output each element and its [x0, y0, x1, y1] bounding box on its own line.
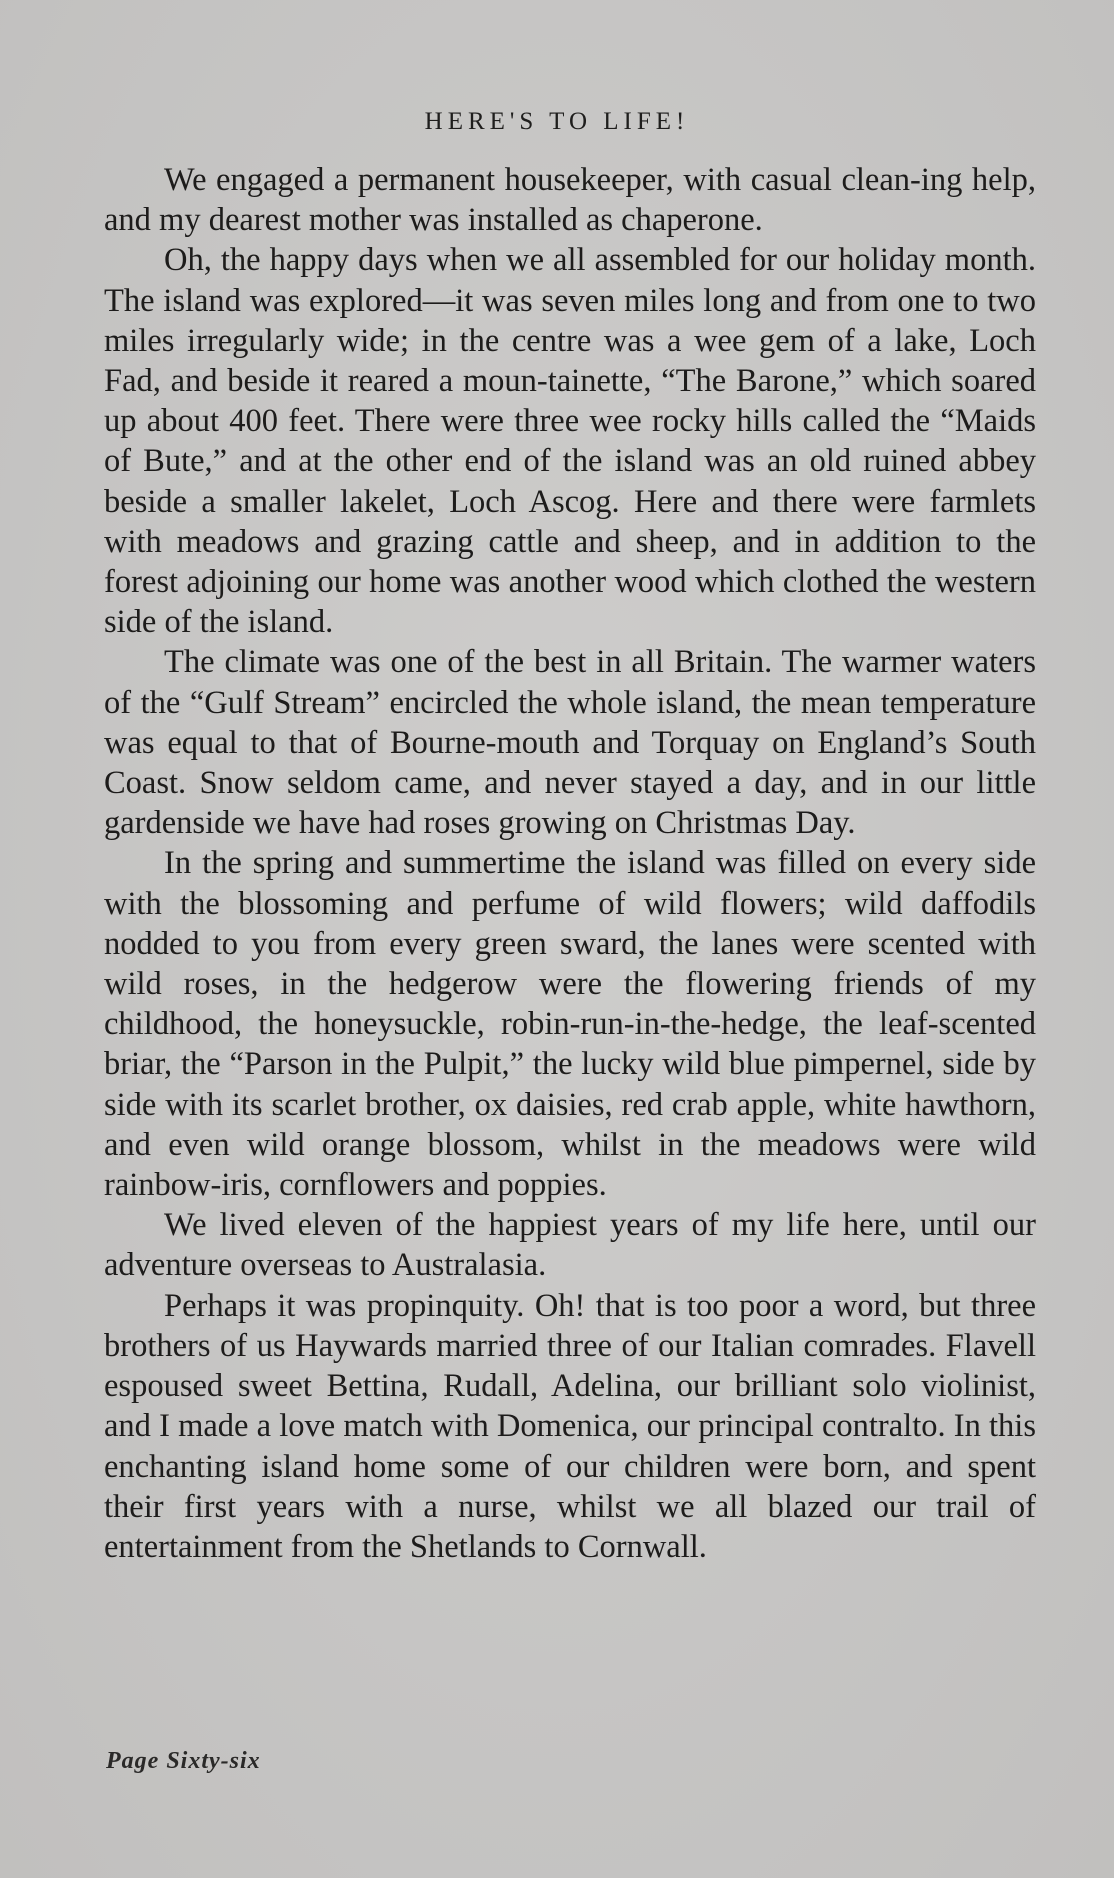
- paragraph-3: The climate was one of the best in all Britain. The warmer waters of the “Gulf Stream” encircled the whole island, the mean temperature was equal to that of Bourne-mouth and Torquay on England’s South Coast. Snow seldom came, and never stayed a day, and in our little gardenside we have had roses growing on Christmas Day.: [104, 644, 1036, 842]
- paragraph-1: We engaged a permanent housekeeper, with casual clean-ing help, and my dearest mother was installed as chaperone.: [104, 162, 1036, 239]
- running-head: HERE'S TO LIFE!: [424, 108, 690, 135]
- paragraph-4: In the spring and summertime the island was filled on every side with the blossoming and perfume of wild flowers; wild daffodils nodded to you from every green sward, the lanes were scented with wild roses, in the hedgerow were the flowering friends of my childhood, the honeysuckle, robin-run-in-the-hedge, the leaf-scented briar, the “Parson in the Pulpit,” the lucky wild blue pimpernel, side by side with its scarlet brother, ox daisies, red crab apple, white hawthorn, and even wild orange blossom, whilst in the meadows were wild rainbow-iris, cornflowers and poppies.: [104, 845, 1036, 1204]
- paragraph-6: Perhaps it was propinquity. Oh! that is too poor a word, but three brothers of us Haywards married three of our Italian comrades. Flavell espoused sweet Bettina, Rudall, Adelina, our brilliant solo violinist, and I made a love match with Domenica, our principal contralto. In this enchanting island home some of our children were born, and spent their first years with a nurse, whilst we all blazed our trail of entertainment from the Shetlands to Cornwall.: [104, 1287, 1036, 1565]
- paragraph-5: We lived eleven of the happiest years of my life here, until our adventure overseas to Australasia.: [104, 1207, 1036, 1284]
- body-text: [104, 160, 1036, 1567]
- paragraph-2: Oh, the happy days when we all assembled for our holiday month. The island was explored—it was seven miles long and from one to two miles irregularly wide; in the centre was a wee gem of a lake, Loch Fad, and beside it reared a moun-tainette, “The Barone,” which soared up about 400 feet. There were three wee rocky hills called the “Maids of Bute,” and at the other end of the island was an old ruined abbey beside a smaller lakelet, Loch Ascog. Here and there were farmlets with meadows and grazing cattle and sheep, and in addition to the forest adjoining our home was another wood which clothed the western side of the island.: [104, 242, 1036, 641]
- page-number: Page Sixty-six: [106, 1748, 261, 1774]
